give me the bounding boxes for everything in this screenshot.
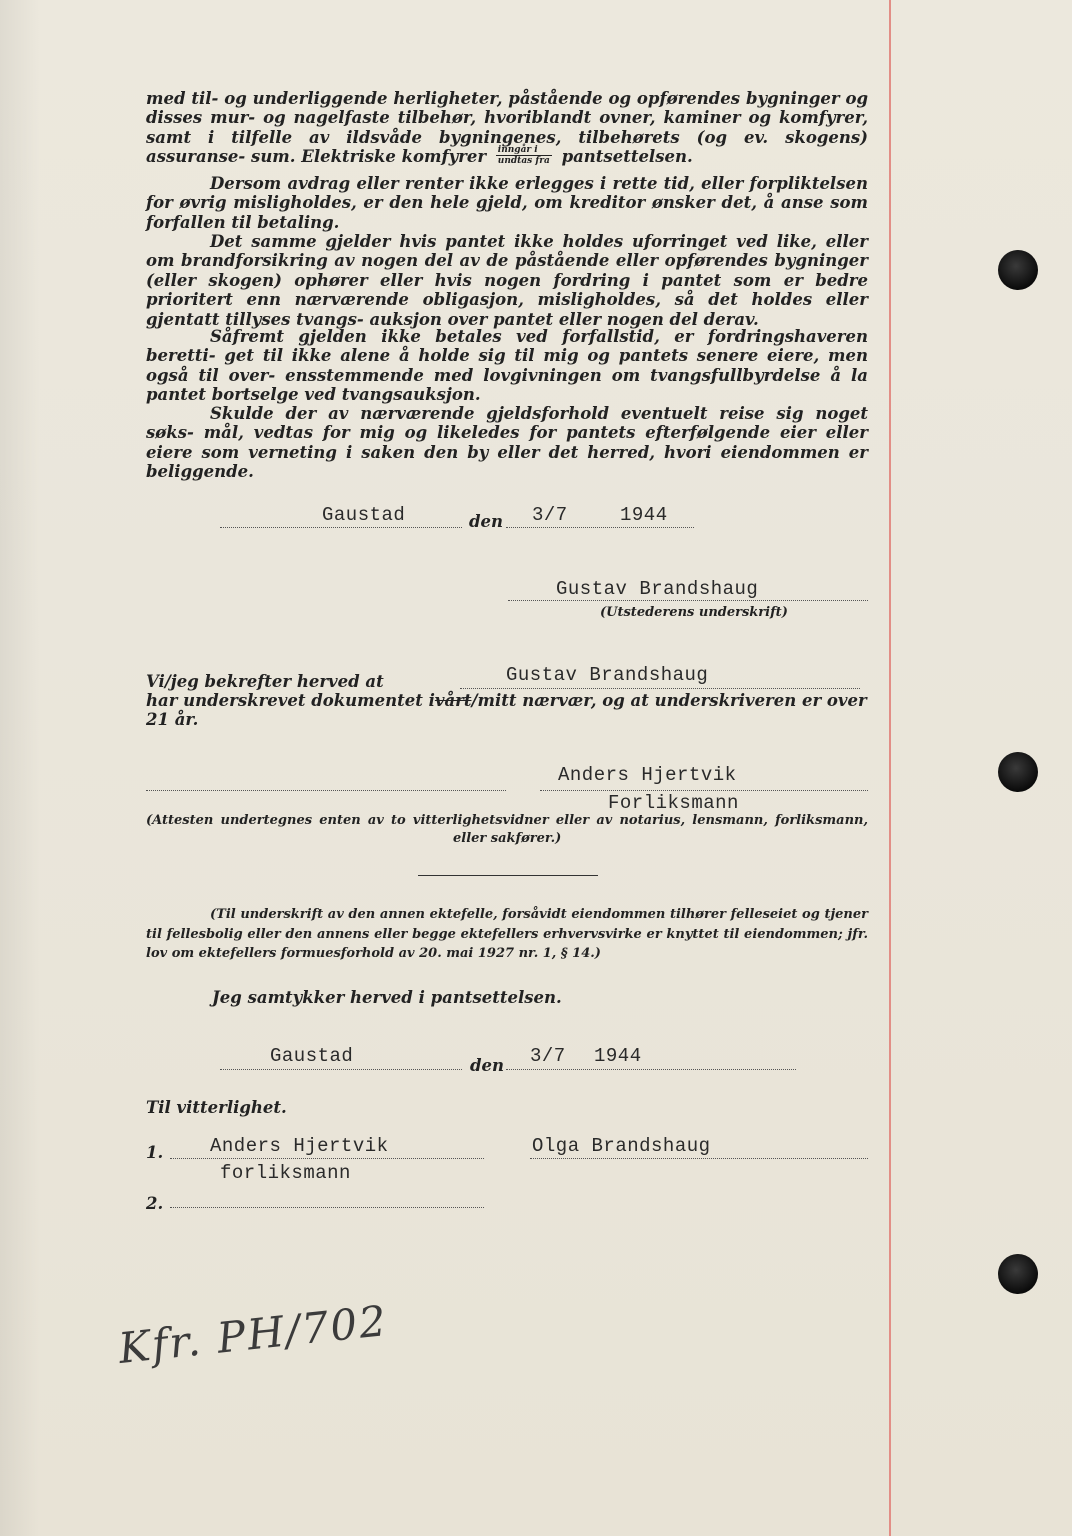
paragraph-appurtenances-text: med til- og underliggende herligheter, påstående og opførendes bygninger og disses mur- og nagelfaste tilbehør, hvoriblandt ovner, kaminer og komfyrer, samt i tilfelle av ildsvåde bygningenes, tilbehørets (og ev. skogens) assuranse- sum. Elektriske komfyrer — [146, 89, 868, 167]
attestation-note-line2: eller sakfører.) — [453, 831, 562, 846]
consent-den-label: den — [470, 1056, 505, 1075]
paragraph-appurtenances-end: pantsettelsen. — [561, 147, 693, 167]
witness-line2-start: har underskrevet dokumentet i — [146, 691, 435, 710]
spouse-signature: Olga Brandshaug — [532, 1135, 711, 1157]
witness-line2-end: /mitt nærvær, og at underskriveren er over — [471, 691, 867, 710]
section-divider — [418, 875, 598, 876]
attestor-title: Forliksmann — [608, 792, 739, 814]
attestor-signature-line — [540, 790, 868, 791]
paragraph-venue: Skulde der av nærværende gjeldsforhold eventuelt reise sig noget søks- mål, vedtas for mig og likeledes for pantets efterfølgende eier eller eiere som verneting i saken den by eller det herred, hvori eiendommen er beliggende. — [146, 404, 868, 482]
witnesses-heading: Til vitterlighet. — [146, 1098, 287, 1117]
consent-place: Gaustad — [270, 1045, 354, 1067]
punch-hole-middle — [998, 752, 1038, 792]
issue-year: 1944 — [620, 504, 668, 526]
attestor-signature: Anders Hjertvik — [558, 764, 737, 786]
red-margin-line — [889, 0, 891, 1536]
fraction-top: inngår i — [496, 145, 552, 156]
witness-number-2: 2. — [146, 1194, 164, 1213]
consent-place-line — [220, 1069, 462, 1070]
handwritten-reference: Kfr. PH/702 — [116, 1296, 391, 1373]
witness-1-title: forliksmann — [220, 1162, 351, 1184]
consent-text: Jeg samtykker herved i pantsettelsen. — [212, 988, 562, 1007]
paragraph-insurance: Det samme gjelder hvis pantet ikke holdes uforringet ved like, eller om brandforsikring av nogen del av de påstående eller opførendes bygninger (eller skogen) ophører eller hvis nogen fordring i pantet som er bedre prioritert enn nærværende obligasjon, misligholdes, så det holdes eller gjentatt tillyses tvangs- auksjon over pantet eller nogen del derav. — [146, 232, 868, 329]
attestation-note-line1: (Attesten undertegnes enten av to vitterlighetsvidner eller av notarius, lensmann, forliksmann, — [146, 813, 868, 828]
witness-number-1: 1. — [146, 1143, 164, 1162]
issue-den-label: den — [469, 512, 504, 531]
issue-date: 3/7 — [532, 504, 568, 526]
spouse-note: (Til underskrift av den annen ektefelle, forsåvidt eiendommen tilhører felleseiet og tjener til fellesbolig eller den annens eller begge ektefellers erhvervsvirke er knyttet til eiendommen; jfr. lov om ektefellers formuesforhold av 20. mai 1927 nr. 1, § 14.) — [146, 907, 868, 961]
consent-year: 1944 — [594, 1045, 642, 1067]
paragraph-default: Dersom avdrag eller renter ikke erlegges i rette tid, eller forpliktelsen for øvrig misligholdes, er den hele gjeld, om kreditor ønsker det, å anse som forfallen til betaling. — [146, 174, 868, 232]
page-edge-shadow — [0, 0, 40, 1536]
witness-statement-line3: 21 år. — [146, 710, 199, 729]
witness-line2-struck: vårt — [434, 691, 472, 710]
issue-place: Gaustad — [322, 504, 406, 526]
spouse-signature-line — [530, 1158, 868, 1159]
punch-hole-bottom — [998, 1254, 1038, 1294]
witness-2-line — [170, 1207, 484, 1208]
place-dotted-line — [220, 527, 462, 528]
date-dotted-line — [506, 527, 694, 528]
fraction-bottom: undtas fra — [497, 156, 550, 167]
witness-1-name: Anders Hjertvik — [210, 1135, 389, 1157]
paragraph-appurtenances — [146, 89, 868, 168]
issuer-caption: (Utstederens underskrift) — [600, 605, 788, 620]
consent-date-line — [506, 1069, 796, 1070]
witness-statement-name-line — [460, 688, 860, 689]
consent-date: 3/7 — [530, 1045, 566, 1067]
witness-statement-name: Gustav Brandshaug — [506, 664, 709, 686]
issuer-signature: Gustav Brandshaug — [556, 578, 759, 600]
witness-statement-prefix: Vi/jeg bekrefter herved at — [146, 672, 384, 691]
attestation-left-line — [146, 790, 506, 791]
witness-1-line — [170, 1158, 484, 1159]
paragraph-forced-sale: Såfremt gjelden ikke betales ved forfallstid, er fordringshaveren beretti- get til ikke alene å holde sig til mig og pantets senere eiere, men også til over- ensstemmende med lovgivningen om tvangsfullbyrdelse å la pantet bortselge ved tvangsauksjon. — [146, 327, 868, 405]
fraction-choice — [496, 145, 552, 166]
witness-statement-line2 — [146, 691, 868, 710]
punch-hole-top — [998, 250, 1038, 290]
issuer-signature-line — [508, 600, 868, 601]
